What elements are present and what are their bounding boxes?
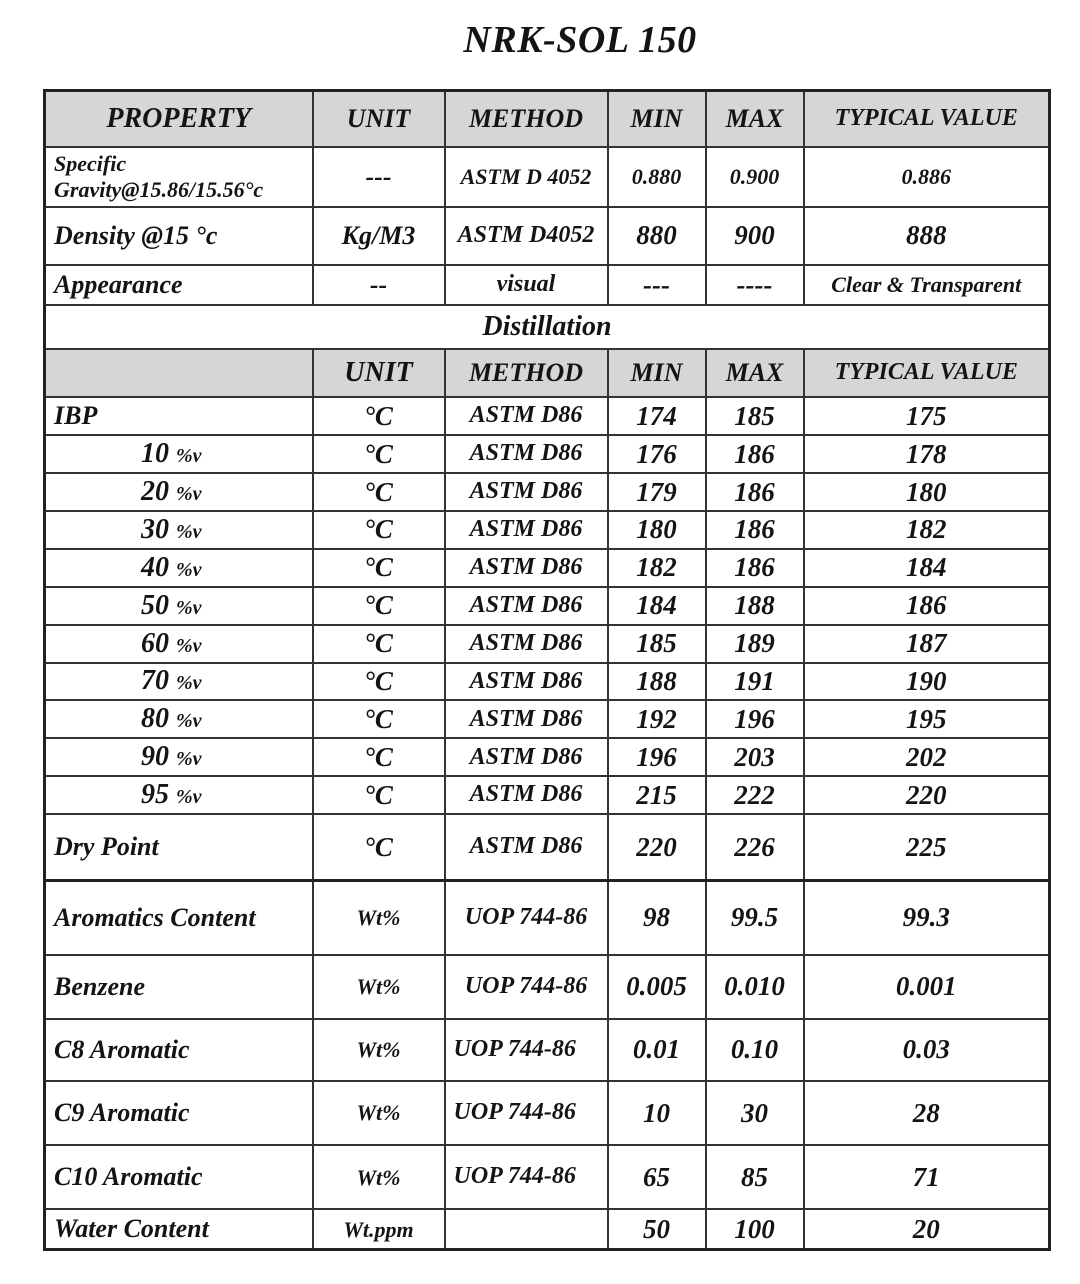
typical-cell: 187: [804, 625, 1050, 663]
min-cell: 215: [608, 776, 706, 814]
typical-cell: 178: [804, 435, 1050, 473]
table-header-row: [45, 91, 1050, 147]
header-property: PROPERTY: [45, 91, 313, 147]
property-cell: [45, 663, 313, 701]
unit-cell: °C: [313, 738, 445, 776]
table-row: [45, 955, 1050, 1019]
unit-cell: °C: [313, 473, 445, 511]
table-row: [45, 511, 1050, 549]
property-cell: [45, 435, 313, 473]
property-cell: Benzene: [45, 955, 313, 1019]
method-cell: [445, 1209, 608, 1249]
min-cell: 174: [608, 397, 706, 435]
unit-cell: °C: [313, 663, 445, 701]
distillation-rows: [45, 397, 1050, 880]
min-cell: 880: [608, 207, 706, 265]
method-cell: UOP 744-86: [445, 1019, 608, 1081]
unit-cell: °C: [313, 776, 445, 814]
percent-unit: %v: [176, 710, 202, 733]
typical-cell: 195: [804, 700, 1050, 738]
percent-value: 60: [141, 627, 169, 659]
property-cell: [45, 587, 313, 625]
header-max: MAX: [706, 91, 804, 147]
unit-cell: Wt%: [313, 880, 445, 954]
distillation-header-row: [45, 349, 1050, 397]
unit-cell: Wt%: [313, 1145, 445, 1209]
distillation-header-max: MAX: [706, 349, 804, 397]
max-cell: 186: [706, 435, 804, 473]
max-cell: 99.5: [706, 880, 804, 954]
property-cell: Appearance: [45, 265, 313, 305]
percent-unit: %v: [176, 445, 202, 468]
method-cell: ASTM D 4052: [445, 147, 608, 207]
property-cell: [45, 776, 313, 814]
table-row: [45, 1019, 1050, 1081]
method-cell: ASTM D86: [445, 814, 608, 880]
max-cell: ----: [706, 265, 804, 305]
percent-value: 95: [141, 779, 169, 811]
typical-cell: 0.001: [804, 955, 1050, 1019]
min-cell: 98: [608, 880, 706, 954]
table-row: [45, 1081, 1050, 1145]
unit-cell: Kg/M3: [313, 207, 445, 265]
unit-cell: ---: [313, 147, 445, 207]
property-cell: [45, 473, 313, 511]
unit-cell: °C: [313, 549, 445, 587]
typical-cell: 28: [804, 1081, 1050, 1145]
table-row: [45, 625, 1050, 663]
min-cell: 220: [608, 814, 706, 880]
typical-cell: 182: [804, 511, 1050, 549]
min-cell: 10: [608, 1081, 706, 1145]
max-cell: 85: [706, 1145, 804, 1209]
distillation-header-unit: UNIT: [313, 349, 445, 397]
percent-unit: %v: [176, 596, 202, 619]
table-row: [45, 1145, 1050, 1209]
max-cell: 186: [706, 511, 804, 549]
typical-cell: 225: [804, 814, 1050, 880]
min-cell: 179: [608, 473, 706, 511]
typical-cell: 202: [804, 738, 1050, 776]
method-cell: ASTM D86: [445, 776, 608, 814]
max-cell: 186: [706, 473, 804, 511]
min-cell: 180: [608, 511, 706, 549]
unit-cell: --: [313, 265, 445, 305]
method-cell: UOP 744-86: [445, 1145, 608, 1209]
typical-cell: 20: [804, 1209, 1050, 1249]
property-cell: [45, 511, 313, 549]
distillation-title-row: [45, 305, 1050, 349]
table-row: [45, 397, 1050, 435]
unit-cell: °C: [313, 511, 445, 549]
min-cell: 0.005: [608, 955, 706, 1019]
percent-unit: %v: [176, 482, 202, 505]
unit-cell: Wt.ppm: [313, 1209, 445, 1249]
min-cell: 182: [608, 549, 706, 587]
max-cell: 0.010: [706, 955, 804, 1019]
percent-unit: %v: [176, 748, 202, 771]
max-cell: 186: [706, 549, 804, 587]
max-cell: 900: [706, 207, 804, 265]
max-cell: 100: [706, 1209, 804, 1249]
method-cell: ASTM D86: [445, 663, 608, 701]
percent-unit: %v: [176, 786, 202, 809]
table-row: [45, 265, 1050, 305]
distillation-header-method: METHOD: [445, 349, 608, 397]
distillation-header-min: MIN: [608, 349, 706, 397]
unit-cell: °C: [313, 435, 445, 473]
typical-cell: 0.886: [804, 147, 1050, 207]
method-cell: ASTM D86: [445, 549, 608, 587]
percent-value: 80: [141, 703, 169, 735]
table-row: [45, 435, 1050, 473]
max-cell: 0.10: [706, 1019, 804, 1081]
max-cell: 196: [706, 700, 804, 738]
header-method: METHOD: [445, 91, 608, 147]
percent-value: 70: [141, 665, 169, 697]
method-cell: ASTM D4052: [445, 207, 608, 265]
header-typical: TYPICAL VALUE: [804, 91, 1050, 147]
unit-cell: Wt%: [313, 1019, 445, 1081]
min-cell: 185: [608, 625, 706, 663]
method-cell: visual: [445, 265, 608, 305]
table-row: [45, 147, 1050, 207]
min-cell: 176: [608, 435, 706, 473]
unit-cell: °C: [313, 625, 445, 663]
max-cell: 30: [706, 1081, 804, 1145]
table-row: [45, 663, 1050, 701]
min-cell: 192: [608, 700, 706, 738]
typical-cell: 184: [804, 549, 1050, 587]
method-cell: UOP 744-86: [445, 880, 608, 954]
method-cell: ASTM D86: [445, 473, 608, 511]
property-cell: C8 Aromatic: [45, 1019, 313, 1081]
unit-cell: °C: [313, 700, 445, 738]
property-cell: Water Content: [45, 1209, 313, 1249]
unit-cell: °C: [313, 397, 445, 435]
table-row: [45, 776, 1050, 814]
method-cell: UOP 744-86: [445, 1081, 608, 1145]
min-cell: 65: [608, 1145, 706, 1209]
method-cell: ASTM D86: [445, 700, 608, 738]
unit-cell: °C: [313, 814, 445, 880]
percent-unit: %v: [176, 634, 202, 657]
table-row: [45, 700, 1050, 738]
table-row: [45, 880, 1050, 954]
min-cell: 0.880: [608, 147, 706, 207]
table-row: [45, 814, 1050, 880]
table-row: [45, 587, 1050, 625]
max-cell: 189: [706, 625, 804, 663]
property-cell: Specific Gravity@15.86/15.56°c: [45, 147, 313, 207]
table-row: [45, 207, 1050, 265]
distillation-header-blank: [45, 349, 313, 397]
distillation-title: Distillation: [45, 305, 1050, 349]
method-cell: ASTM D86: [445, 587, 608, 625]
property-cell: [45, 549, 313, 587]
property-cell: IBP: [45, 397, 313, 435]
document-title: NRK-SOL 150: [463, 19, 697, 61]
percent-value: 50: [141, 589, 169, 621]
min-cell: 184: [608, 587, 706, 625]
bottom-rows: [45, 880, 1050, 1249]
typical-cell: 0.03: [804, 1019, 1050, 1081]
min-cell: ---: [608, 265, 706, 305]
max-cell: 226: [706, 814, 804, 880]
method-cell: ASTM D86: [445, 397, 608, 435]
property-cell: Density @15 °c: [45, 207, 313, 265]
property-cell: [45, 625, 313, 663]
min-cell: 188: [608, 663, 706, 701]
property-cell: C9 Aromatic: [45, 1081, 313, 1145]
distillation-header-typical: TYPICAL VALUE: [804, 349, 1050, 397]
min-cell: 196: [608, 738, 706, 776]
header-min: MIN: [608, 91, 706, 147]
typical-cell: 175: [804, 397, 1050, 435]
typical-cell: 186: [804, 587, 1050, 625]
percent-value: 20: [141, 475, 169, 507]
max-cell: 188: [706, 587, 804, 625]
percent-value: 90: [141, 741, 169, 773]
max-cell: 0.900: [706, 147, 804, 207]
method-cell: ASTM D86: [445, 511, 608, 549]
percent-value: 40: [141, 551, 169, 583]
min-cell: 50: [608, 1209, 706, 1249]
max-cell: 203: [706, 738, 804, 776]
unit-cell: Wt%: [313, 955, 445, 1019]
header-unit: UNIT: [313, 91, 445, 147]
max-cell: 191: [706, 663, 804, 701]
method-cell: UOP 744-86: [445, 955, 608, 1019]
typical-cell: Clear & Transparent: [804, 265, 1050, 305]
percent-unit: %v: [176, 558, 202, 581]
unit-cell: °C: [313, 587, 445, 625]
typical-cell: 71: [804, 1145, 1050, 1209]
property-cell: [45, 738, 313, 776]
typical-cell: 220: [804, 776, 1050, 814]
table-row: [45, 473, 1050, 511]
typical-cell: 180: [804, 473, 1050, 511]
property-cell: Dry Point: [45, 814, 313, 880]
table-row: [45, 549, 1050, 587]
typical-cell: 190: [804, 663, 1050, 701]
method-cell: ASTM D86: [445, 738, 608, 776]
table-row: [45, 1209, 1050, 1249]
max-cell: 222: [706, 776, 804, 814]
property-cell: C10 Aromatic: [45, 1145, 313, 1209]
min-cell: 0.01: [608, 1019, 706, 1081]
method-cell: ASTM D86: [445, 625, 608, 663]
typical-cell: 99.3: [804, 880, 1050, 954]
max-cell: 185: [706, 397, 804, 435]
table-row: [45, 738, 1050, 776]
top-rows: [45, 147, 1050, 305]
percent-unit: %v: [176, 672, 202, 695]
typical-cell: 888: [804, 207, 1050, 265]
percent-value: 30: [141, 513, 169, 545]
percent-unit: %v: [176, 520, 202, 543]
property-cell: Aromatics Content: [45, 880, 313, 954]
unit-cell: Wt%: [313, 1081, 445, 1145]
percent-value: 10: [141, 438, 169, 470]
specification-table: [43, 89, 1051, 1251]
method-cell: ASTM D86: [445, 435, 608, 473]
property-cell: [45, 700, 313, 738]
